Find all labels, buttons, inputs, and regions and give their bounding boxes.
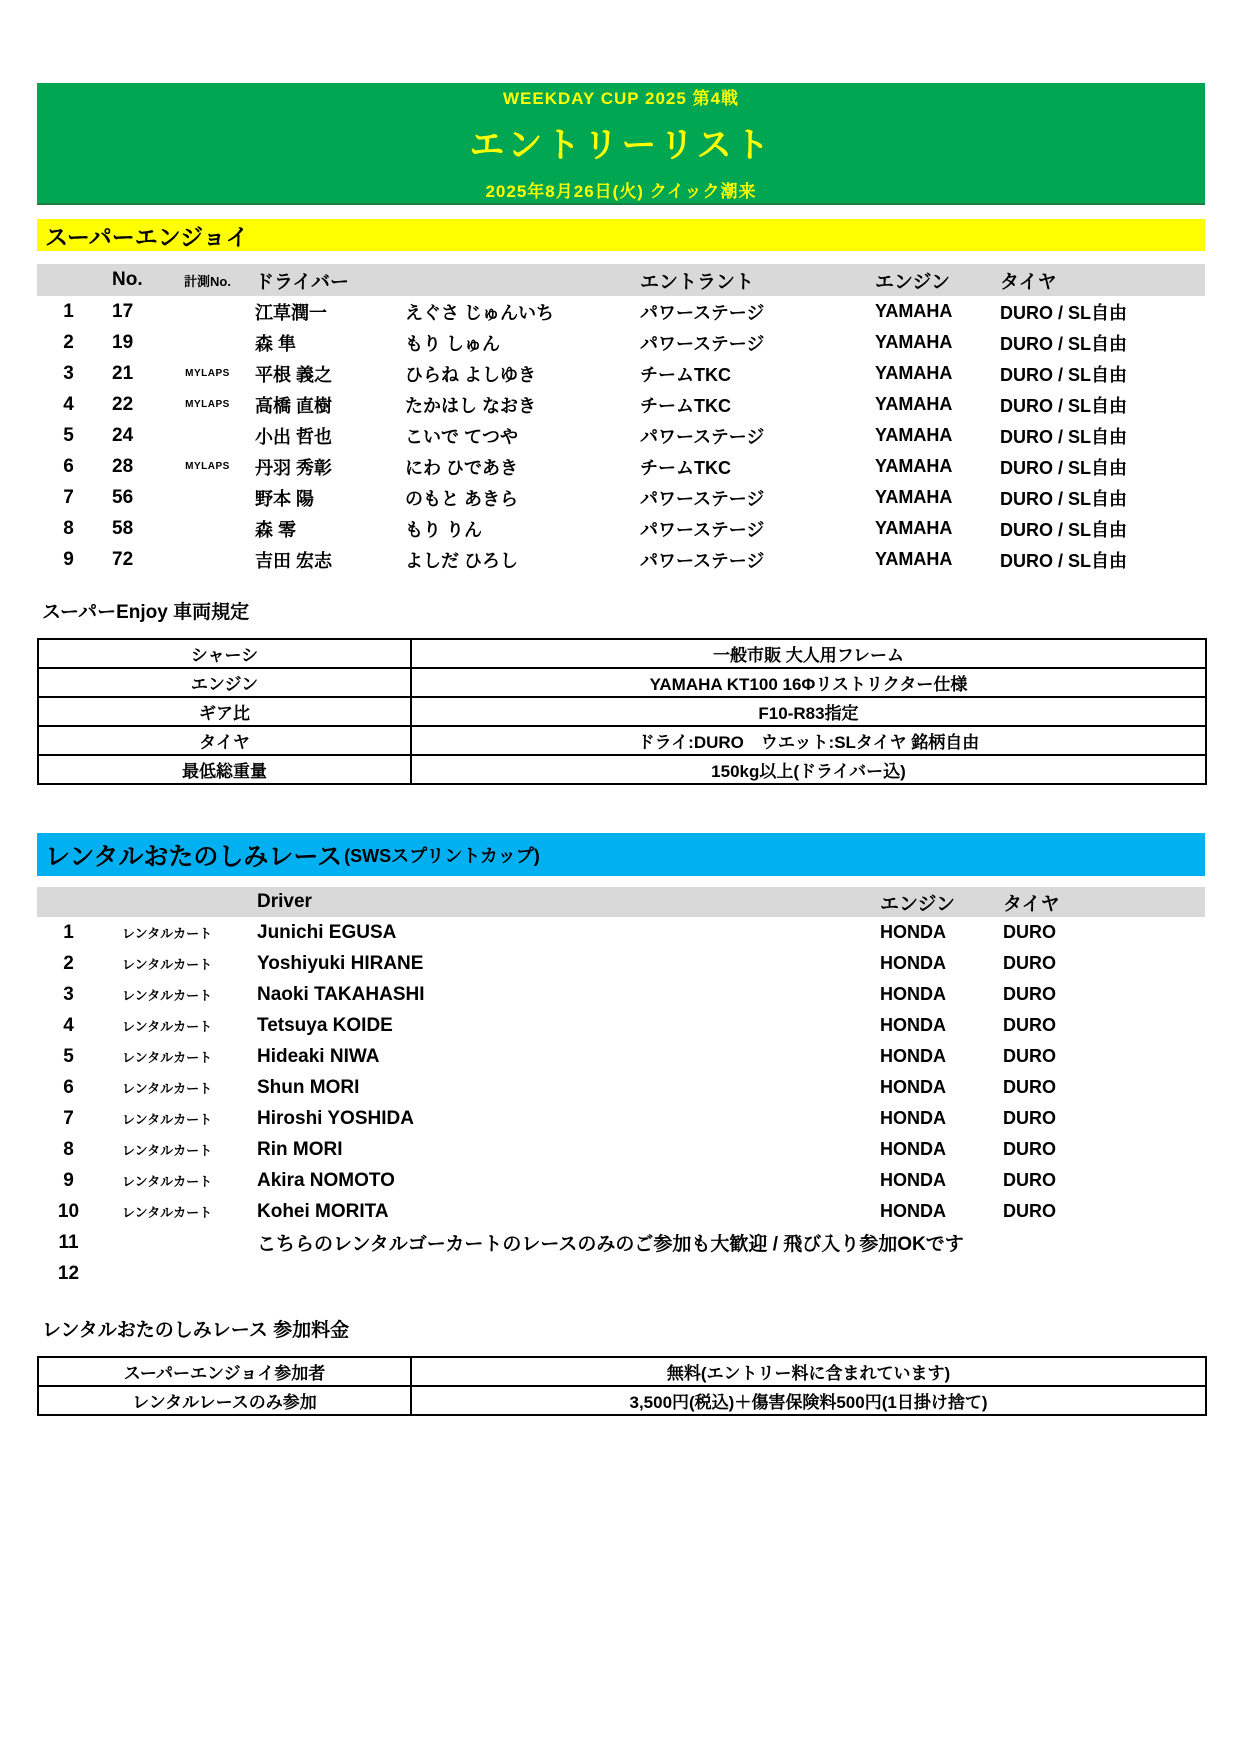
entry-driver: 高橋 直樹 bbox=[255, 395, 333, 416]
pricing-label: スーパーエンジョイ参加者 bbox=[38, 1357, 411, 1386]
rental-kart-label: レンタルカート bbox=[122, 1019, 213, 1034]
rental-pos: 12 bbox=[57, 1262, 80, 1284]
rental-pos: 2 bbox=[63, 952, 74, 974]
rental-driver: Naoki TAKAHASHI bbox=[257, 983, 425, 1005]
entry-driver: 丹羽 秀彰 bbox=[255, 457, 333, 478]
entry-transponder: MYLAPS bbox=[185, 461, 230, 472]
entry-driver: 吉田 宏志 bbox=[255, 550, 333, 571]
entry-no: 24 bbox=[112, 424, 134, 446]
rental-kart-label: レンタルカート bbox=[122, 988, 213, 1003]
entry-entrant: チームTKC bbox=[640, 364, 731, 385]
entry-pos: 2 bbox=[63, 331, 74, 353]
rental-note: こちらのレンタルゴーカートのレースのみのご参加も大歓迎 / 飛び入り参加OKです bbox=[257, 1234, 964, 1255]
entry-pos: 1 bbox=[63, 300, 74, 322]
rental-pos: 6 bbox=[63, 1076, 74, 1098]
col-entrant: エントラント bbox=[640, 264, 875, 296]
col-tire: タイヤ bbox=[1003, 887, 1205, 917]
entry-kana: にわ ひであき bbox=[405, 457, 519, 478]
entry-no: 22 bbox=[112, 393, 134, 415]
entry-row bbox=[37, 451, 1205, 482]
entry-engine: YAMAHA bbox=[875, 518, 953, 538]
entry-engine: YAMAHA bbox=[875, 363, 953, 383]
col-engine: エンジン bbox=[875, 264, 1000, 296]
rental-driver: Shun MORI bbox=[257, 1076, 360, 1098]
entry-entrant: チームTKC bbox=[640, 395, 731, 416]
rental-kart-label bbox=[100, 1258, 225, 1289]
rental-driver: Junichi EGUSA bbox=[257, 921, 397, 943]
entry-kana: のもと あきら bbox=[405, 488, 519, 509]
section-subtitle-rental: (SWSスプリントカップ) bbox=[344, 845, 540, 866]
entry-tire: DURO / SL自由 bbox=[1000, 302, 1128, 323]
rental-table bbox=[37, 887, 1205, 1289]
rental-row bbox=[37, 1165, 1205, 1196]
rental-kart-label: レンタルカート bbox=[122, 1174, 213, 1189]
entry-row bbox=[37, 513, 1205, 544]
entry-tire: DURO / SL自由 bbox=[1000, 488, 1128, 509]
pricing-row bbox=[38, 1357, 1206, 1386]
entry-driver: 森 隼 bbox=[255, 333, 297, 354]
entry-driver: 平根 義之 bbox=[255, 364, 333, 385]
entry-row bbox=[37, 296, 1205, 327]
entry-tire: DURO / SL自由 bbox=[1000, 364, 1128, 385]
regulation-value: 一般市販 大人用フレーム bbox=[411, 639, 1206, 668]
regulation-row bbox=[38, 668, 1206, 697]
entry-transponder: MYLAPS bbox=[185, 368, 230, 379]
rental-kart-label: レンタルカート bbox=[122, 1205, 213, 1220]
entry-transponder bbox=[160, 482, 255, 513]
rental-engine: HONDA bbox=[880, 1139, 946, 1159]
rental-tire: DURO bbox=[1003, 1015, 1056, 1035]
regulation-row bbox=[38, 697, 1206, 726]
col-pos bbox=[37, 264, 100, 296]
rental-pos: 10 bbox=[57, 1200, 80, 1222]
rental-row bbox=[37, 1134, 1205, 1165]
rental-engine: HONDA bbox=[880, 1108, 946, 1128]
rental-row bbox=[37, 1103, 1205, 1134]
regulation-label: シャーシ bbox=[38, 639, 411, 668]
entry-entrant: パワーステージ bbox=[640, 302, 765, 323]
rental-tire: DURO bbox=[1003, 953, 1056, 973]
entry-no: 17 bbox=[112, 300, 134, 322]
event-date-venue: 2025年8月26日(火) クイック潮来 bbox=[485, 182, 757, 201]
entry-no: 28 bbox=[112, 455, 134, 477]
col-driver: ドライバー bbox=[255, 264, 640, 296]
entry-row bbox=[37, 482, 1205, 513]
entry-pos: 3 bbox=[63, 362, 74, 384]
rental-kart-label bbox=[100, 1227, 225, 1258]
entry-kana: もり りん bbox=[405, 519, 483, 540]
regulation-label: エンジン bbox=[38, 668, 411, 697]
entry-entrant: パワーステージ bbox=[640, 550, 765, 571]
col-pos bbox=[37, 887, 100, 917]
rental-tire: DURO bbox=[1003, 984, 1056, 1004]
rental-engine: HONDA bbox=[880, 922, 946, 942]
col-tire: タイヤ bbox=[1000, 264, 1205, 296]
rental-pos: 11 bbox=[58, 1231, 79, 1253]
entry-pos: 4 bbox=[63, 393, 74, 415]
pricing-value: 無料(エントリー料に含まれています) bbox=[411, 1357, 1206, 1386]
section-title-rental: レンタルおたのしみレース bbox=[45, 842, 343, 871]
entry-engine: YAMAHA bbox=[875, 549, 953, 569]
entry-kana: よしだ ひろし bbox=[405, 550, 519, 571]
rental-engine: HONDA bbox=[880, 984, 946, 1004]
event-banner bbox=[37, 83, 1205, 205]
entry-entrant: パワーステージ bbox=[640, 333, 765, 354]
entry-row bbox=[37, 389, 1205, 420]
pricing-title: レンタルおたのしみレース 参加料金 bbox=[42, 1320, 350, 1341]
entry-transponder bbox=[160, 544, 255, 575]
rental-engine: HONDA bbox=[880, 953, 946, 973]
regulation-value: ドライ:DURO ウエット:SLタイヤ 銘柄自由 bbox=[411, 726, 1206, 755]
entry-pos: 5 bbox=[63, 424, 74, 446]
rental-pos: 8 bbox=[63, 1138, 74, 1160]
entry-driver: 森 零 bbox=[255, 519, 297, 540]
rental-engine: HONDA bbox=[880, 1077, 946, 1097]
entry-kana: ひらね よしゆき bbox=[405, 364, 537, 385]
entry-tire: DURO / SL自由 bbox=[1000, 333, 1128, 354]
section-banner-rental bbox=[37, 833, 1205, 876]
rental-pos: 3 bbox=[63, 983, 74, 1005]
entry-engine: YAMAHA bbox=[875, 487, 953, 507]
entry-row bbox=[37, 358, 1205, 389]
entry-no: 58 bbox=[112, 517, 134, 539]
rental-kart-label: レンタルカート bbox=[122, 1050, 213, 1065]
entry-tire: DURO / SL自由 bbox=[1000, 395, 1128, 416]
regulation-row bbox=[38, 726, 1206, 755]
rental-engine: HONDA bbox=[880, 1170, 946, 1190]
entry-driver: 野本 陽 bbox=[255, 488, 315, 509]
entry-driver: 小出 哲也 bbox=[255, 426, 333, 447]
entry-no: 56 bbox=[112, 486, 134, 508]
entry-no: 72 bbox=[112, 548, 134, 570]
regulation-value: YAMAHA KT100 16Φリストリクター仕様 bbox=[411, 668, 1206, 697]
rental-tire: DURO bbox=[1003, 1170, 1056, 1190]
pricing-row bbox=[38, 1386, 1206, 1415]
entry-pos: 7 bbox=[63, 486, 74, 508]
rental-tire: DURO bbox=[1003, 1201, 1056, 1221]
regulation-label: ギア比 bbox=[38, 697, 411, 726]
rental-row bbox=[37, 979, 1205, 1010]
entry-no: 19 bbox=[112, 331, 134, 353]
rental-kart-label: レンタルカート bbox=[122, 1081, 213, 1096]
rental-driver: Hideaki NIWA bbox=[257, 1045, 380, 1067]
entry-driver: 江草潤一 bbox=[255, 302, 327, 323]
entry-kana: たかはし なおき bbox=[405, 395, 537, 416]
pricing-value: 3,500円(税込)＋傷害保険料500円(1日掛け捨て) bbox=[411, 1386, 1206, 1415]
entry-pos: 9 bbox=[63, 548, 74, 570]
entry-pos: 6 bbox=[63, 455, 74, 477]
entry-engine: YAMAHA bbox=[875, 332, 953, 352]
regulation-label: タイヤ bbox=[38, 726, 411, 755]
entry-pos: 8 bbox=[63, 517, 74, 539]
regulation-row bbox=[38, 755, 1206, 784]
rental-driver bbox=[225, 1258, 1205, 1289]
rental-row bbox=[37, 1010, 1205, 1041]
entry-transponder bbox=[160, 296, 255, 327]
regulation-label: 最低総重量 bbox=[38, 755, 411, 784]
rental-driver: Hiroshi YOSHIDA bbox=[257, 1107, 414, 1129]
col-no: No. bbox=[100, 264, 160, 296]
entry-row bbox=[37, 420, 1205, 451]
rental-kart-label: レンタルカート bbox=[122, 926, 213, 941]
rental-driver: Rin MORI bbox=[257, 1138, 343, 1160]
rental-driver: Akira NOMOTO bbox=[257, 1169, 395, 1191]
pricing-label: レンタルレースのみ参加 bbox=[38, 1386, 411, 1415]
rental-row bbox=[37, 1041, 1205, 1072]
regulation-value: F10-R83指定 bbox=[411, 697, 1206, 726]
rental-pos: 5 bbox=[63, 1045, 74, 1067]
section-title-super-enjoy: スーパーエンジョイ bbox=[45, 223, 249, 250]
rental-tire: DURO bbox=[1003, 1046, 1056, 1066]
rental-tire: DURO bbox=[1003, 1139, 1056, 1159]
entry-kana: えぐさ じゅんいち bbox=[405, 302, 555, 323]
entry-transponder bbox=[160, 513, 255, 544]
rental-engine: HONDA bbox=[880, 1015, 946, 1035]
rental-row bbox=[37, 917, 1205, 948]
super-enjoy-table bbox=[37, 264, 1205, 575]
rental-tire: DURO bbox=[1003, 1108, 1056, 1128]
entry-entrant: パワーステージ bbox=[640, 488, 765, 509]
rental-header-row bbox=[37, 887, 1205, 917]
regulation-value: 150kg以上(ドライバー込) bbox=[411, 755, 1206, 784]
rental-engine: HONDA bbox=[880, 1046, 946, 1066]
rental-row bbox=[37, 1258, 1205, 1289]
col-engine: エンジン bbox=[880, 887, 1003, 917]
entry-tire: DURO / SL自由 bbox=[1000, 519, 1128, 540]
entry-kana: こいで てつや bbox=[405, 426, 519, 447]
page-title: エントリーリスト bbox=[469, 126, 773, 165]
rental-kart-label: レンタルカート bbox=[122, 957, 213, 972]
rental-pos: 1 bbox=[63, 921, 74, 943]
entry-row bbox=[37, 327, 1205, 358]
rental-engine: HONDA bbox=[880, 1201, 946, 1221]
entry-kana: もり しゅん bbox=[405, 333, 501, 354]
entry-tire: DURO / SL自由 bbox=[1000, 550, 1128, 571]
col-transponder: 計測No. bbox=[160, 264, 255, 296]
rental-row bbox=[37, 1196, 1205, 1227]
section-banner-super-enjoy bbox=[37, 219, 1205, 251]
rental-driver: Yoshiyuki HIRANE bbox=[257, 952, 424, 974]
super-enjoy-header-row bbox=[37, 264, 1205, 296]
entry-tire: DURO / SL自由 bbox=[1000, 426, 1128, 447]
entry-engine: YAMAHA bbox=[875, 425, 953, 445]
rental-pos: 7 bbox=[63, 1107, 74, 1129]
col-driver: Driver bbox=[225, 887, 880, 917]
regulations-title: スーパーEnjoy 車両規定 bbox=[42, 602, 250, 623]
rental-kart-label: レンタルカート bbox=[122, 1112, 213, 1127]
rental-driver: Kohei MORITA bbox=[257, 1200, 389, 1222]
pricing-table bbox=[37, 1356, 1207, 1416]
entry-engine: YAMAHA bbox=[875, 394, 953, 414]
rental-pos: 4 bbox=[63, 1014, 74, 1036]
entry-entrant: チームTKC bbox=[640, 457, 731, 478]
rental-tire: DURO bbox=[1003, 922, 1056, 942]
rental-pos: 9 bbox=[63, 1169, 74, 1191]
entry-transponder bbox=[160, 327, 255, 358]
entry-no: 21 bbox=[112, 362, 134, 384]
entry-tire: DURO / SL自由 bbox=[1000, 457, 1128, 478]
entry-engine: YAMAHA bbox=[875, 456, 953, 476]
entry-entrant: パワーステージ bbox=[640, 519, 765, 540]
rental-row bbox=[37, 1072, 1205, 1103]
rental-tire: DURO bbox=[1003, 1077, 1056, 1097]
entry-entrant: パワーステージ bbox=[640, 426, 765, 447]
entry-engine: YAMAHA bbox=[875, 301, 953, 321]
entry-transponder: MYLAPS bbox=[185, 399, 230, 410]
regulations-table bbox=[37, 638, 1207, 785]
rental-row bbox=[37, 1227, 1205, 1258]
entry-transponder bbox=[160, 420, 255, 451]
regulation-row bbox=[38, 639, 1206, 668]
rental-driver: Tetsuya KOIDE bbox=[257, 1014, 393, 1036]
rental-row bbox=[37, 948, 1205, 979]
entry-row bbox=[37, 544, 1205, 575]
rental-kart-label: レンタルカート bbox=[122, 1143, 213, 1158]
col-kart bbox=[100, 887, 225, 917]
event-name: WEEKDAY CUP 2025 第4戦 bbox=[502, 89, 740, 108]
